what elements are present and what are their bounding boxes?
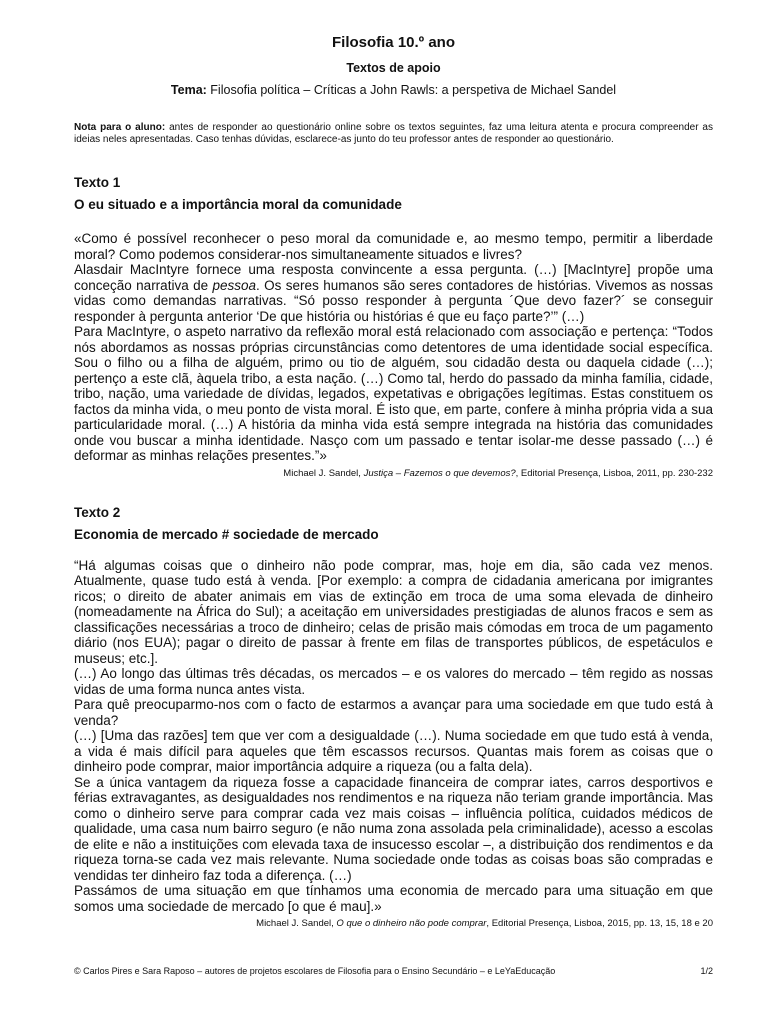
text-2-cite-rest: , Editorial Presença, Lisboa, 2015, pp. 13, 15, 18 e 20	[486, 918, 713, 929]
note-label: Nota para o aluno:	[74, 122, 166, 133]
text-1-paragraph-2	[74, 262, 713, 324]
text-2	[74, 505, 713, 930]
text-1-emphasis: pessoa	[212, 277, 257, 293]
text-1-title: O eu situado e a importância moral da comunidade	[74, 197, 402, 212]
text-1-paragraph-3: Para MacIntyre, o aspeto narrativo da reflexão moral está relacionado com associação e pertença: “Todos nós abordamos as nossas próprias circunstâncias como detentores de uma identidade social específica. Sou o filho ou a filha de alguém, primo ou tio de alguém, sou cidadão desta ou daquela cidade (…); pertenço a este clã, àquela tribo, a esta nação. (…) Como tal, herdo do passado da minha família, cidade, tribo, nação, uma variedade de dívidas, legados, expetativas e obrigações legítimas. Estas constituem os factos da minha vida, o meu ponto de vista moral. É isto que, em parte, confere à minha própria vida a sua particularidade moral. (…) A história da minha vida está sempre integrada na história das comunidades onde vou buscar a minha identidade. Nasço com um passado e tentar isolar-me desse passado (…) é deformar as minhas relações presentes.”»	[74, 324, 713, 463]
footer-copyright: © Carlos Pires e Sara Raposo – autores de projetos escolares de Filosofia para o Ensino Secundário – e LeYaEducação	[74, 966, 556, 976]
text-2-paragraph-3: Para quê preocuparmo-nos com o facto de estarmos a avançar para uma sociedade em que tudo está à venda?	[74, 697, 713, 728]
document-subtitle: Textos de apoio	[346, 61, 441, 75]
text-1-citation	[74, 468, 713, 479]
text-2-paragraph-1: “Há algumas coisas que o dinheiro não pode comprar, mas, hoje em dia, são cada vez menos. Atualmente, quase tudo está à venda. [Por exemplo: a compra de cidadania americana por imigrantes ricos; o direito de abater animais em vias de extinção em troca de uma soma elevada de dinheiro (nomeadamente na África do Sul); a aceitação em universidades prestigiadas de alunos fracos e sem as classificações necessárias a troco de dinheiro; celas de prisão mais cómodas em troca de um pagamento diário (nos EUA); pagar o direito de passar à frente em filas de transportes públicos, de espetáculos e museus; etc.].	[74, 557, 713, 666]
text-2-paragraph-6: Passámos de uma situação em que tínhamos uma economia de mercado para uma situação em que somos uma sociedade de mercado [o que é mau].»	[74, 883, 713, 914]
student-note	[74, 122, 713, 146]
text-1-cite-rest: , Editorial Presença, Lisboa, 2011, pp. 230-232	[515, 467, 713, 479]
text-1-paragraph-2-end: . Os seres humanos são seres contadores de histórias. Vivemos as nossas vidas como demandas narrativas. “Só posso responder à pergunta ´Que devo fazer?´ se conseguir responder à pergunta anterior ‘De que história ou histórias é que eu faço parte?’” (…)	[74, 277, 713, 324]
text-1-paragraph-2-start: Alasdair MacIntyre fornece uma resposta convincente a essa pergunta. (…) [MacIntyre] propõe uma conceção narrativa de	[74, 262, 713, 293]
document-theme	[74, 83, 713, 97]
document-title: Filosofia 10.º ano	[331, 34, 455, 51]
text-2-cite-author: Michael J. Sandel,	[256, 918, 337, 929]
text-2-title: Economia de mercado # sociedade de mercado	[74, 526, 379, 542]
text-2-cite-title: O que o dinheiro não pode comprar	[336, 918, 487, 929]
theme-text: Filosofia política – Críticas a John Rawls: a perspetiva de Michael Sandel	[210, 83, 617, 97]
text-2-paragraph-4: (…) [Uma das razões] tem que ver com a desigualdade (…). Numa sociedade em que tudo está à venda, a vida é mais difícil para aqueles que têm escassos recursos. Quantas mais forem as coisas que o dinheiro pode comprar, maior importância adquire a riqueza (ou a falta dela).	[74, 728, 713, 774]
text-1-cite-title: Justiça – Fazemos o que devemos?	[363, 467, 516, 479]
text-1	[74, 175, 713, 479]
text-2-citation	[74, 918, 713, 929]
text-1-body	[74, 231, 713, 464]
text-1-label: Texto 1	[74, 175, 121, 190]
theme-label: Tema:	[170, 83, 207, 97]
text-1-paragraph-1: «Como é possível reconhecer o peso moral da comunidade e, ao mesmo tempo, permitir a liberdade moral? Como podemos considerar-nos simultaneamente situados e livres?	[74, 231, 713, 262]
text-2-body	[74, 558, 713, 915]
text-1-cite-author: Michael J. Sandel,	[283, 467, 364, 479]
page-footer	[74, 966, 713, 976]
text-2-paragraph-5: Se a única vantagem da riqueza fosse a capacidade financeira de comprar iates, carros desportivos e férias extravagantes, as desigualdades nos rendimentos e na riqueza não teriam grande importância. Mas como o dinheiro serve para comprar cada vez mais coisas – influência política, cuidados médicos de qualidade, uma casa num bairro seguro (e não numa zona assolada pela criminalidade), acesso a escolas de elite e não a instituições com elevada taxa de insucesso escolar –, a distribuição dos rendimentos e da riqueza torna-se cada vez mais relevante. Numa sociedade onde todas as coisas boas são compradas e vendidas ter dinheiro faz toda a diferença. (…)	[74, 774, 713, 883]
page-number: 1/2	[700, 966, 713, 976]
text-2-paragraph-2: (…) Ao longo das últimas três décadas, os mercados – e os valores do mercado – têm regido as nossas vidas de uma forma nunca antes vista.	[74, 666, 713, 697]
note-text: antes de responder ao questionário online sobre os textos seguintes, faz uma leitura atenta e procura compreender as ideias neles apresentadas. Caso tenhas dúvidas, esclarece-as junto do teu professor antes de responder ao questionário.	[74, 122, 713, 145]
text-2-label: Texto 2	[74, 504, 121, 520]
